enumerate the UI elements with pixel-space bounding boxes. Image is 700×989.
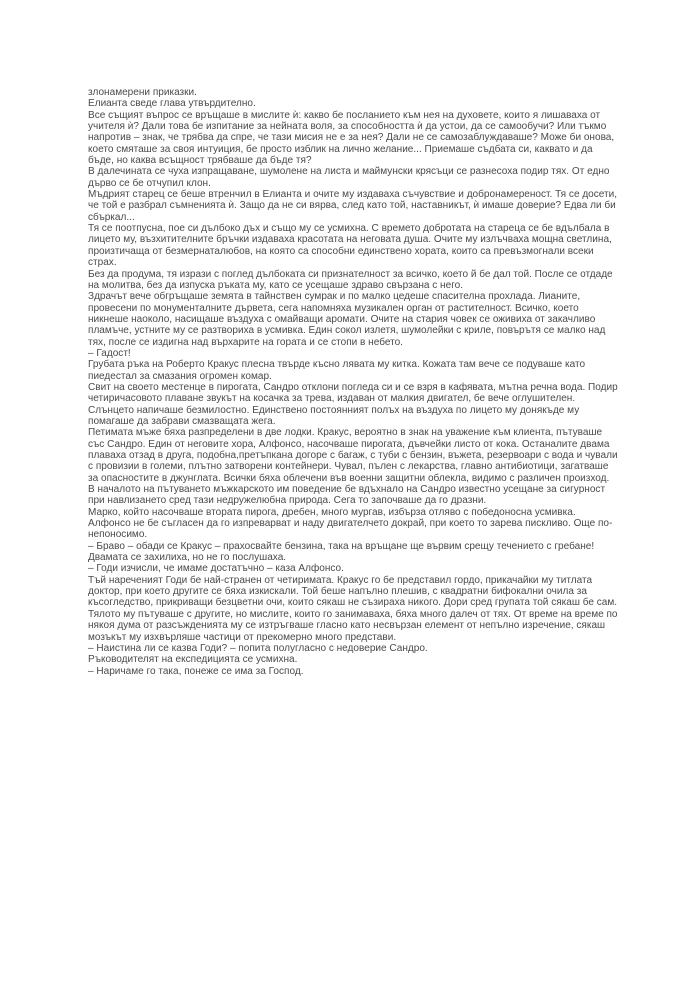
paragraph: Здрачът вече обгръщаше земята в тайнствен сумрак и по малко цедеше спасителна прохлада. Лианите, провесени по монументалните дървета, сега напомняха музикален орган от растителност. Всичко, което никнеше наоколо, насищаше въздуха с омайващи аромати. Очите на стария човек се оживиха от закачливо пламъче, устните му се разтвориха в усмивка. Един сокол излетя, шумолейки с криле, повърътя се малко над тях, после се издигна над върхарите на гората и се стопи в небето. — [88, 291, 606, 348]
paragraph: – Наистина ли се казва Годи? – попита полугласно с недоверие Сандро. — [88, 642, 428, 654]
paragraph: – Гадост! — [88, 347, 131, 359]
body-text — [88, 87, 620, 677]
paragraph: Петимата мъже бяха разпределени в две лодки. Кракус, вероятно в знак на уважение към клиента, пътуваше със Сандро. Един от неговите хора, Алфонсо, насочваше пирогата, дъвчейки листо от кока. Останалите двама плаваха отзад в друга, подобна,претъпкана догоре с багаж, с туби с бензин, въжета, резервоари с вода и чували с провизии в големи, плътно затворени контейнери. Чувал, пълен с лекарства, главно антибиотици, загатваше за опасностите в джунглата. Всички бяха облечени във военни защитни облекла, видимо с различен произход. — [88, 427, 618, 484]
paragraph: Ръководителят на експедицията се усмихна. — [88, 654, 298, 666]
paragraph: Свит на своето местенце в пирогата, Сандро отклони погледа си и се взря в кафявата, мътна речна вода. Подир четиричасовото плаване звукът на косачка за трева, издаван от малкия двигател, бе вече оглушителен. Слънцето напичаше безмилостно. Единствено постоянният полъх на въздуха по лицето му донякъде му помагаше да забрави смазващата жега. — [88, 381, 618, 427]
paragraph: Тя се поотпусна, пое си дълбоко дъх и също му се усмихна. С времето добротата на стареца се бе вдълбала в лицето му, възхитителните бръчки издаваха красотата на неговата душа. Очите му излъчваха мощна светлина, произтичаща от безмернаталюбов, на която са способни единствено хората, които са превъзмогнали всеки страх. — [88, 223, 612, 269]
paragraph: Марко, който насочваше втората пирога, дребен, много мургав, избърза отляво с победоносна усмивка. Алфонсо не бе съгласен да го изпреварват и наду двигателчето докрай, при което то зарева пискливо. Още по-непоносимо. — [88, 506, 613, 541]
paragraph: Елианта сведе глава утвърдително. — [88, 98, 256, 110]
paragraph: – Годи изчисли, че имаме достатъчно – каза Алфонсо. — [88, 563, 344, 575]
paragraph: В началото на пътуването мъжкарското им поведение бе вдъхнало на Сандро известно усещане за сигурност при навлизането сред тази недружелюбна природа. Сега то започваше да го дразни. — [88, 484, 606, 507]
paragraph: Без да продума, тя изрази с поглед дълбоката си признателност за всичко, което й бе дал той. После се отдаде на молитва, без да изпуска ръката му, като се усещаше здраво свързана с него. — [88, 268, 613, 291]
paragraph: Все същият въпрос се връщаше в мислите ѝ: какво бе посланието към нея на духовете, които я лишаваха от учителя ѝ? Дали това бе изпитание за нейната воля, за способността ѝ да устои, да се самообучи? Или тъкмо напротив – знак, че трябва да спре, че тази мисия не е за нея? Дали не се самозаблуждаваше? Може би онова, което смяташе за своя интуиция, бе просто изблик на лично желание... Приемаше съдбата си, каквато и да бъде, но каква всъщност трябваше да бъде тя? — [88, 109, 615, 167]
paragraph: Двамата се захилиха, но не го послушаха. — [88, 552, 287, 564]
paragraph: Мъдрият старец се беше втренчил в Елианта и очите му издаваха съчувствие и добронамереност. Тя се досети, че той е разбрал съмненията ѝ. Защо да не си вярва, след като той, наставникът, ѝ имаше доверие? Едва ли би сбъркал... — [88, 189, 618, 223]
paragraph: Тъй наречeният Годи бе най-странен от четиримата. Кракус го бе представил гордо, прикачайки му титлата доктор, при което другите се бяха изкискали. Той беше напълно плешив, с квадратни бифокални очила за късогледство, прикриващи безцветни очи, които сякаш не съзираха никого. Дори сред групата той сякаш бе сам. Тялото му пътуваше с другите, но мислите, които го занимаваха, бяха много далеч от тях. От време на време по някоя дума от разсъжденията му се изтръгваше гласно като несвързан елемент от непълно изречение, сякаш мозъкът му изхвърляше частици от прекомерно много представи. — [88, 574, 618, 643]
paragraph: В далечината се чуха изпращаване, шумолене на листа и маймунски крясъци се разнесоха подир тях. От едно дърво се бе отчупил клон. — [88, 166, 610, 189]
paragraph: Грубата ръка на Роберто Кракус плесна твърде късно лявата му китка. Кожата там вече се подуваше като пиедестал за смазания огромен комар. — [88, 359, 586, 382]
paragraph: злонамерени приказки. — [88, 87, 197, 98]
paragraph: – Браво – обади се Кракус – прахосвайте бензина, така на връщане ще вървим срещу течението с гребане! — [88, 540, 595, 552]
paragraph: – Наричаме го така, понеже се има за Господ. — [88, 665, 304, 677]
